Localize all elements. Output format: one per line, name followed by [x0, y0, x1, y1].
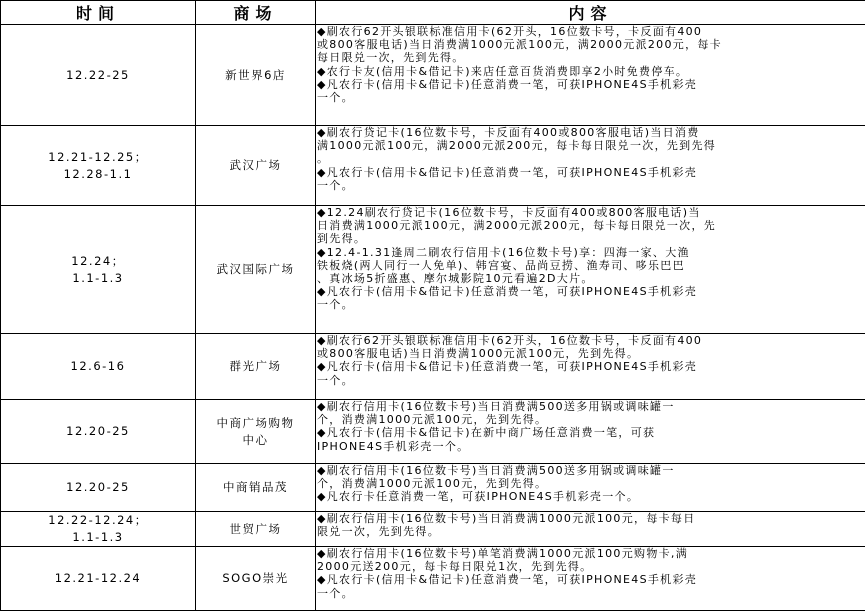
time-cell: 12.6-16 [1, 334, 196, 400]
time-cell: 12.21-12.25； 12.28-1.1 [1, 126, 196, 206]
content-line: 满1000元派100元，满2000元派200元，每卡每日限兑一次，先到先得 [317, 139, 865, 152]
table-row [1, 206, 865, 334]
content-cell [316, 400, 865, 464]
content-line: 到先得。 [317, 232, 865, 245]
content-line: 个，消费满1000元派100元，先到先得。 [317, 477, 865, 490]
content-line: 限兑一次，先到先得。 [317, 525, 865, 538]
content-line: ◆12.24刷农行贷记卡(16位数卡号，卡反面有400或800客服电话)当 [317, 206, 865, 219]
content-line: ◆刷农行信用卡(16位数卡号)当日消费满500送多用锅或调味罐一 [317, 400, 865, 413]
content-line: ◆刷农行62开头银联标准信用卡(62开头，16位数卡号，卡反面有400 [317, 334, 865, 347]
content-cell [316, 464, 865, 512]
mall-cell: 世贸广场 [196, 512, 316, 547]
content-line: 一个。 [317, 374, 865, 387]
content-line: 一个。 [317, 179, 865, 192]
mall-cell: 武汉广场 [196, 126, 316, 206]
content-line: 个，消费满1000元派100元，先到先得。 [317, 413, 865, 426]
content-line: ◆农行卡友(信用卡&借记卡)来店任意百货消费即享2小时免费停车。 [317, 65, 865, 78]
content-line: 或800客服电话)当日消费满1000元派100元，先到先得。 [317, 347, 865, 360]
table-row [1, 126, 865, 206]
mall-cell: 武汉国际广场 [196, 206, 316, 334]
time-cell: 12.21-12.24 [1, 547, 196, 611]
mall-cell: 中商广场购物 中心 [196, 400, 316, 464]
content-line: 一个。 [317, 91, 865, 104]
mall-cell: 群光广场 [196, 334, 316, 400]
content-cell [316, 126, 865, 206]
table-body [1, 25, 865, 611]
content-line: 2000元送200元，每卡每日限兑1次，先到先得。 [317, 560, 865, 573]
content-line: ◆刷农行信用卡(16位数卡号)当日消费满500送多用锅或调味罐一 [317, 464, 865, 477]
header-time: 时间 [1, 1, 196, 25]
content-line: 铁板烧(两人同行一人免单)、韩宫宴、品尚豆捞、渔寿司、哆乐巴巴 [317, 259, 865, 272]
content-line: 一个。 [317, 587, 865, 600]
table-row [1, 400, 865, 464]
mall-cell: 中商销品茂 [196, 464, 316, 512]
content-line: ◆刷农行信用卡(16位数卡号)当日消费满1000元派100元，每卡每日 [317, 512, 865, 525]
content-line: IPHONE4S手机彩壳一个。 [317, 440, 865, 453]
table-row [1, 334, 865, 400]
content-line: 一个。 [317, 298, 865, 311]
content-cell [316, 25, 865, 126]
content-line: 或800客服电话)当日消费满1000元派100元，满2000元派200元，每卡 [317, 38, 865, 51]
content-line: ◆凡农行卡(信用卡&借记卡)任意消费一笔，可获IPHONE4S手机彩壳 [317, 573, 865, 586]
content-cell [316, 334, 865, 400]
time-cell: 12.24； 1.1-1.3 [1, 206, 196, 334]
mall-cell: SOGO崇光 [196, 547, 316, 611]
content-line: ◆凡农行卡(信用卡&借记卡)任意消费一笔，可获IPHONE4S手机彩壳 [317, 360, 865, 373]
content-line: ◆刷农行62开头银联标准信用卡(62开头，16位数卡号，卡反面有400 [317, 25, 865, 38]
content-line: ◆刷农行信用卡(16位数卡号)单笔消费满1000元派100元购物卡,满 [317, 547, 865, 560]
content-line: ◆凡农行卡(信用卡&借记卡)任意消费一笔，可获IPHONE4S手机彩壳 [317, 78, 865, 91]
time-cell: 12.20-25 [1, 464, 196, 512]
content-cell [316, 206, 865, 334]
content-line: ◆12.4-1.31逢周二刷农行信用卡(16位数卡号)享：四海一家、大渔 [317, 246, 865, 259]
content-line: ◆凡农行卡(信用卡&借记卡)在新中商广场任意消费一笔，可获 [317, 426, 865, 439]
mall-cell: 新世界6店 [196, 25, 316, 126]
time-cell: 12.22-12.24； 1.1-1.3 [1, 512, 196, 547]
content-line: ◆凡农行卡(信用卡&借记卡)任意消费一笔，可获IPHONE4S手机彩壳 [317, 285, 865, 298]
content-cell [316, 512, 865, 547]
table-row [1, 464, 865, 512]
header-mall: 商场 [196, 1, 316, 25]
content-line: ◆凡农行卡(信用卡&借记卡)任意消费一笔，可获IPHONE4S手机彩壳 [317, 166, 865, 179]
table-header-row [1, 1, 865, 25]
content-line: 。 [317, 152, 865, 165]
content-line: ◆凡农行卡任意消费一笔，可获IPHONE4S手机彩壳一个。 [317, 490, 865, 503]
content-line: 每日限兑一次，先到先得。 [317, 51, 865, 64]
time-cell: 12.22-25 [1, 25, 196, 126]
content-line: 日消费满1000元派100元，满2000元派200元，每卡每日限兑一次，先 [317, 219, 865, 232]
time-cell: 12.20-25 [1, 400, 196, 464]
table-row [1, 547, 865, 611]
header-content: 内容 [316, 1, 865, 25]
table-row [1, 25, 865, 126]
content-line: ◆刷农行贷记卡(16位数卡号，卡反面有400或800客服电话)当日消费 [317, 126, 865, 139]
content-line: 、真冰场5折盛惠、摩尔城影院10元看遍2D大片。 [317, 272, 865, 285]
table-row [1, 512, 865, 547]
content-cell [316, 547, 865, 611]
